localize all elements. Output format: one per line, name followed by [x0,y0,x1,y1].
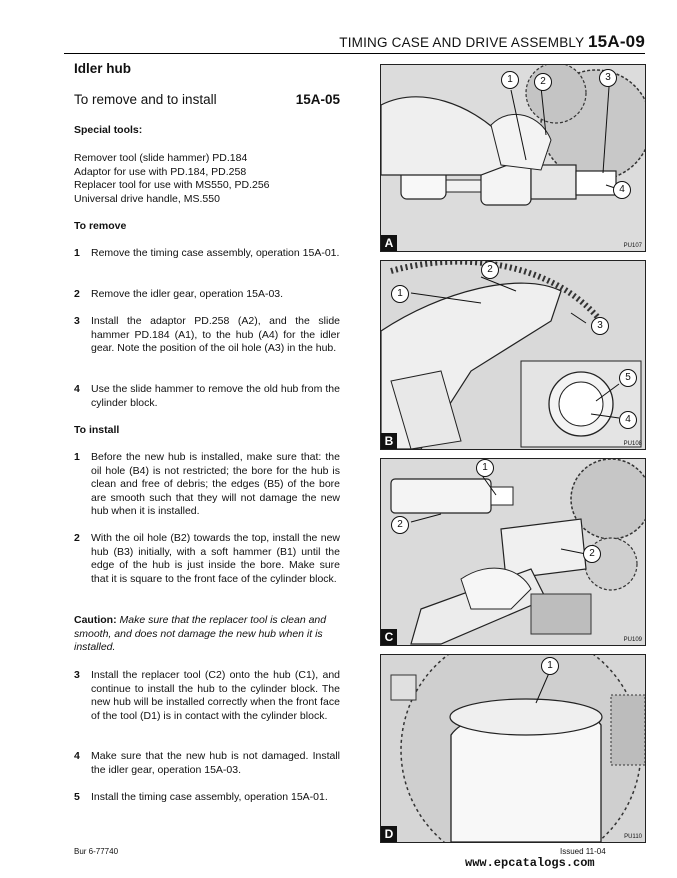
callout-2: 2 [583,545,601,563]
tool-item: Universal drive handle, MS.550 [74,192,220,205]
step-number: 5 [74,791,80,803]
remove-step [74,288,340,302]
header-rule [64,53,645,54]
step-text: With the oil hole (B2) towards the top, install the new hub (B3) initially, with a soft hammer (B1) until the edge of the hub is just inside the bore. Make sure that it is square to the front face of the cylinder block. [91,532,340,585]
figure-a-drawing [381,65,645,251]
caution-label: Caution: [74,614,117,626]
caution-text: Make sure that the replacer tool is clean and smooth, and does not damage the new hub when it is installed. [74,614,327,654]
remove-step [74,383,340,410]
step-text: Before the new hub is installed, make sure that: the oil hole (B4) is not restricted; the bore for the hub is clean and free of debris; the edges (B5) of the bore are smooth such that they will not damage the new hub when it is installed. [91,451,340,518]
figure-d [380,654,646,843]
tool-item: Remover tool (slide hammer) PD.184 [74,152,248,164]
step-number: 2 [74,532,80,544]
figure-code: PU110 [624,834,642,840]
tool-item: Replacer tool for use with MS550, PD.256 [74,179,270,192]
footer-doc-number: Bur 6-77740 [74,847,119,856]
remove-heading: To remove [74,220,127,232]
callout-1: 1 [501,71,519,89]
section-subtitle-code: 15A-05 [295,92,340,107]
step-text: Install the timing case assembly, operation 15A-01. [91,791,328,803]
tool-item: Adaptor for use with PD.184, PD.258 [74,165,247,178]
section-title: Idler hub [74,61,131,76]
step-text: Install the replacer tool (C2) onto the hub (C1), and continue to install the hub to the cylinder block. The new hub will be installed correctly when the front face of the tool (D1) is in contact with the cylinder block. [91,669,340,722]
step-text: Remove the idler gear, operation 15A-03. [91,288,284,300]
callout-2: 2 [391,516,409,534]
step-number: 2 [74,288,80,300]
figure-letter: C [381,629,397,645]
caution-note [74,614,340,655]
install-step [74,451,340,519]
figure-a [380,64,646,252]
subtitle-row [74,92,340,107]
install-step [74,791,340,805]
header-code: 15A-09 [588,32,645,51]
callout-2: 2 [534,73,552,91]
figure-letter: A [381,235,397,251]
figure-c [380,458,646,646]
figure-code: PU107 [623,243,642,249]
step-text: Install the adaptor PD.258 (A2), and the slide hammer PD.184 (A1), to the hub (A4) for the idler gear. Note the position of the oil hole (A3) in the hub. [91,315,340,355]
figure-letter: D [381,826,397,842]
website-link[interactable]: www.epcatalogs.com [465,856,595,870]
remove-step [74,315,340,356]
figure-c-drawing [381,459,645,645]
figure-code: PU109 [623,637,642,643]
footer-issued: Issued 11-04 [560,847,606,856]
callout-4: 4 [619,411,637,429]
figure-d-drawing [381,655,645,842]
page-header [0,32,645,52]
callout-1: 1 [391,285,409,303]
figure-letter: B [381,433,397,449]
step-number: 4 [74,383,80,395]
step-number: 1 [74,451,80,463]
figure-b [380,260,646,450]
special-tools-heading: Special tools: [74,124,143,136]
callout-2: 2 [481,261,499,279]
callout-1: 1 [476,459,494,477]
callout-3: 3 [591,317,609,335]
step-number: 1 [74,247,80,259]
step-text: Use the slide hammer to remove the old hub from the cylinder block. [91,383,340,409]
section-subtitle: To remove and to install [74,92,217,107]
callout-4: 4 [613,181,631,199]
callout-5: 5 [619,369,637,387]
step-number: 3 [74,315,80,327]
step-number: 4 [74,750,80,762]
figure-code: PU108 [623,441,642,447]
remove-step [74,247,340,261]
step-text: Remove the timing case assembly, operation 15A-01. [91,247,340,259]
install-heading: To install [74,424,120,436]
header-title: TIMING CASE AND DRIVE ASSEMBLY [339,35,585,50]
install-step [74,669,340,723]
install-step [74,750,340,777]
callout-3: 3 [599,69,617,87]
figure-b-drawing [381,261,645,449]
callout-1: 1 [541,657,559,675]
tools-list [74,152,340,206]
install-step [74,532,340,586]
step-number: 3 [74,669,80,681]
step-text: Make sure that the new hub is not damaged. Install the idler gear, operation 15A-03. [91,750,340,776]
